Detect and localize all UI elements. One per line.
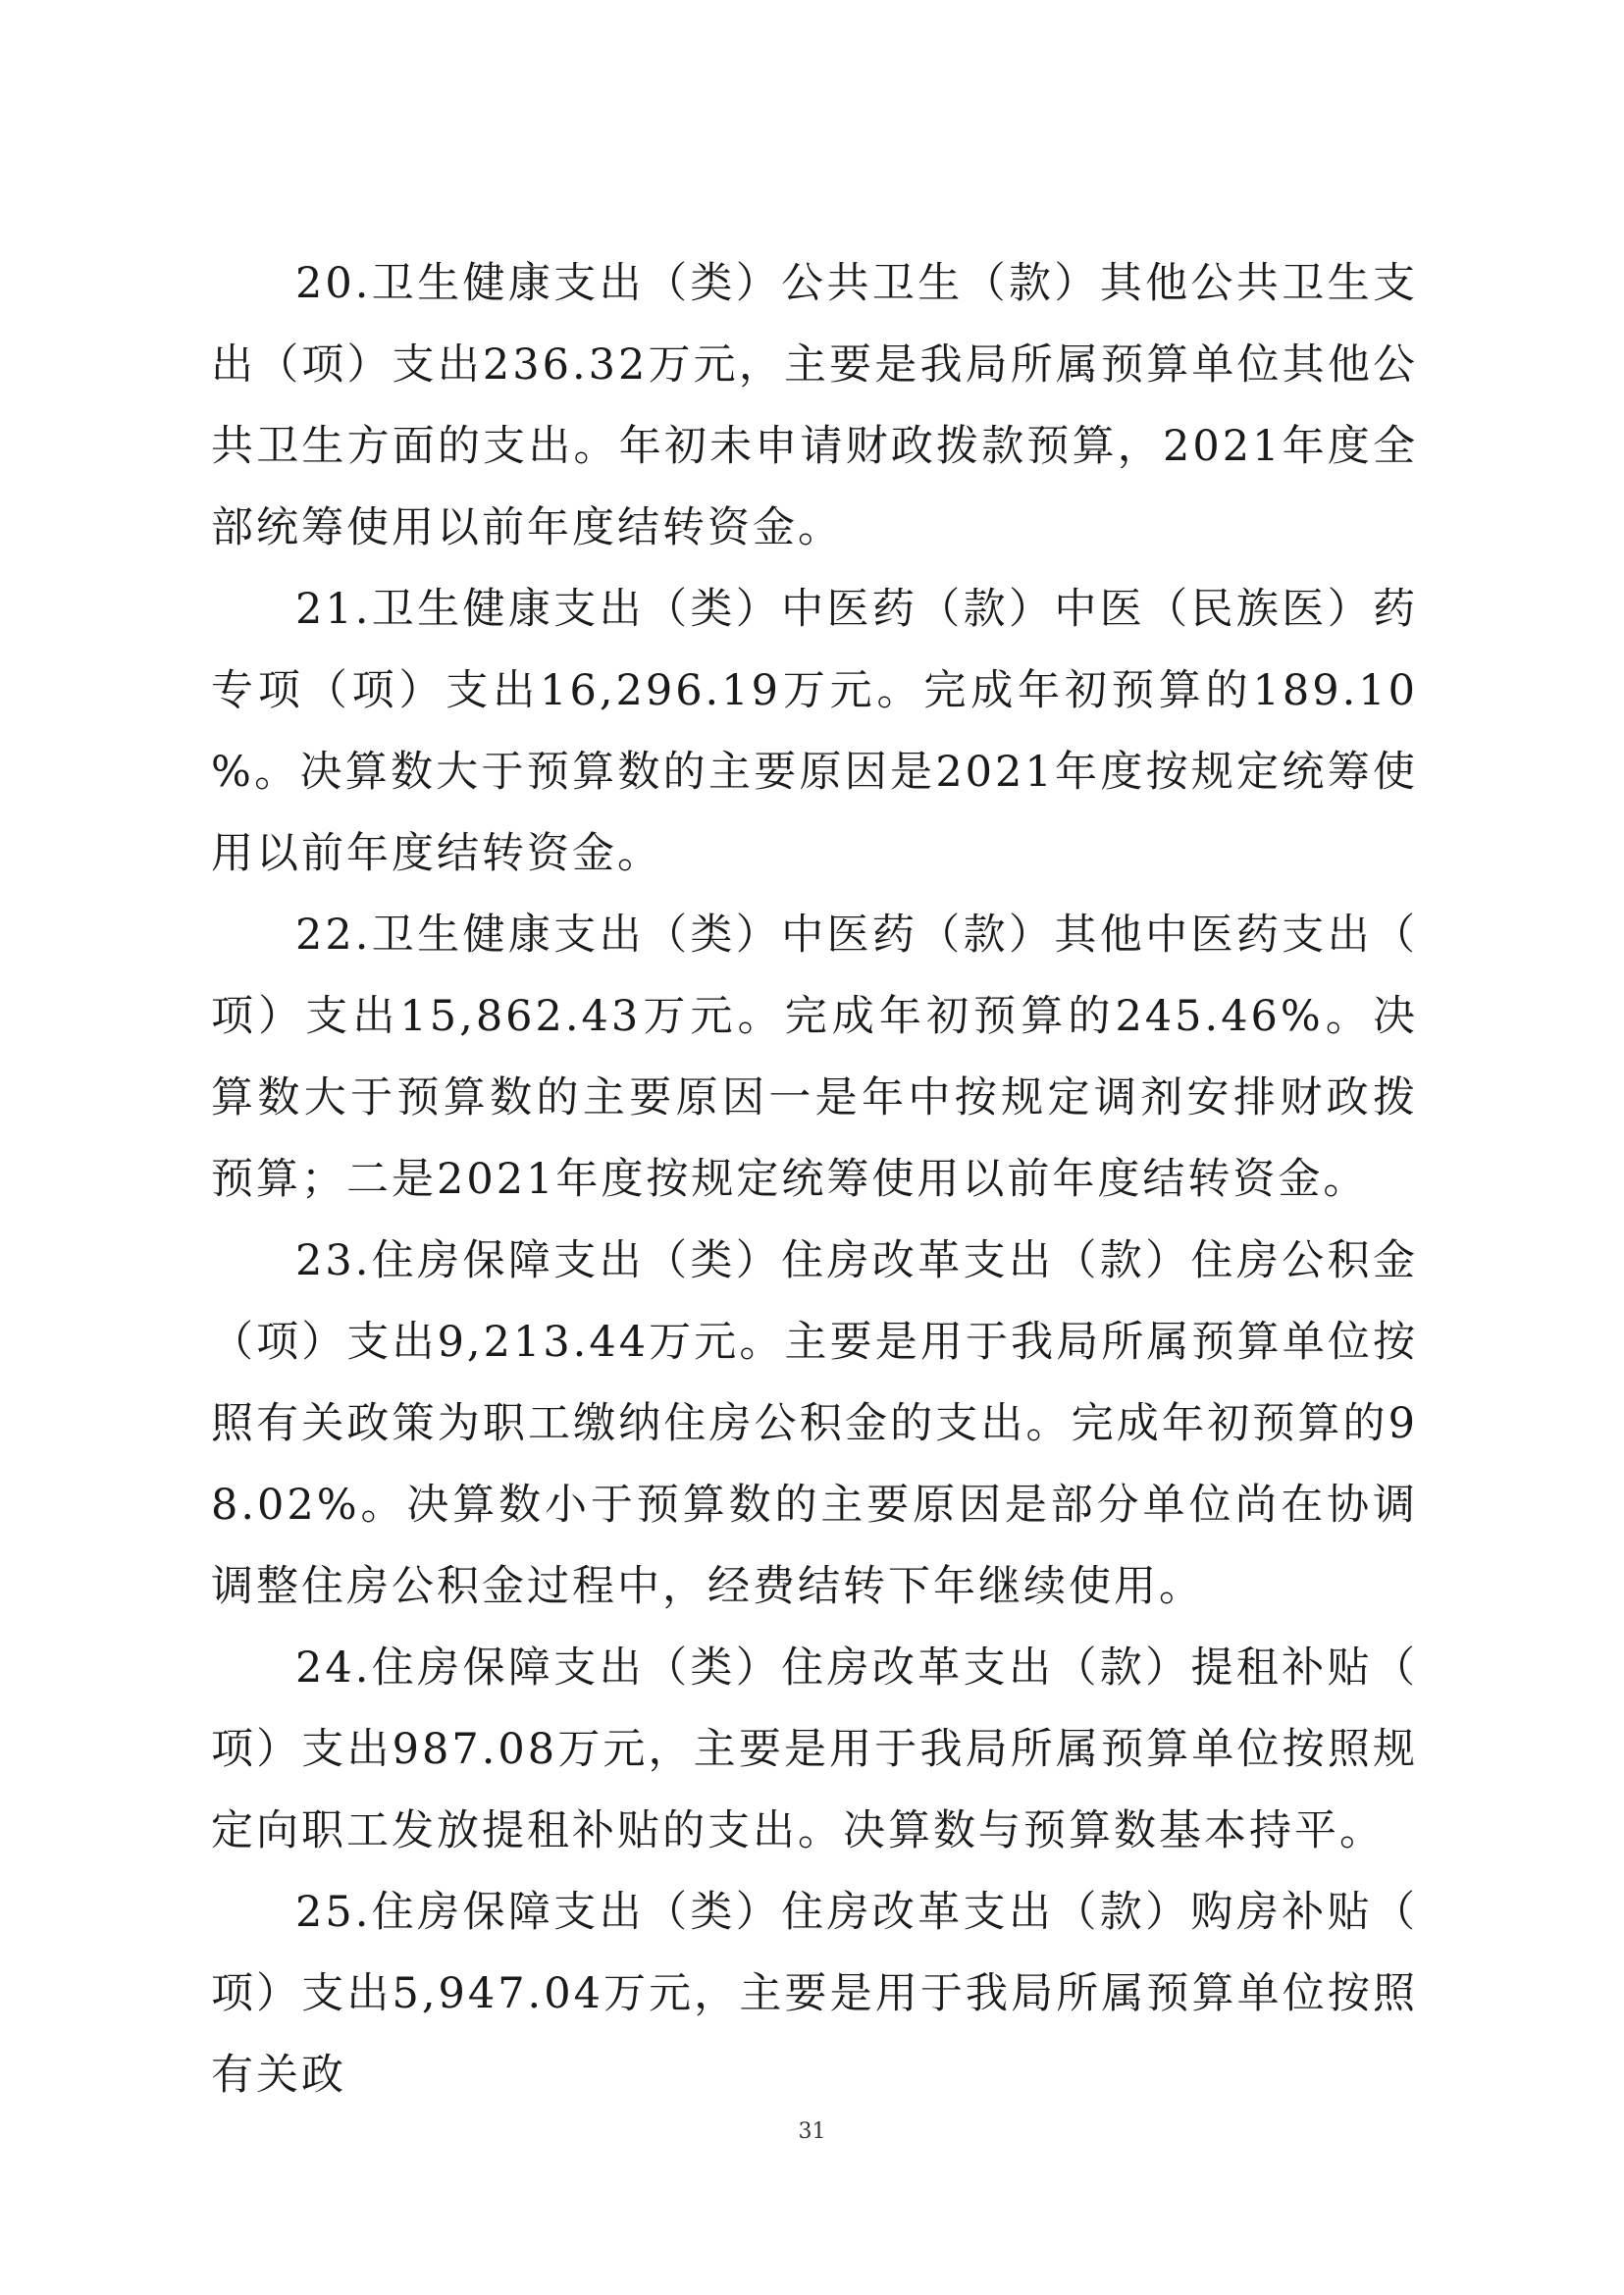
paragraph-25: 25.住房保障支出（类）住房改革支出（款）购房补贴（项）支出5,947.04万元，主要是用于我局所属预算单位按照有关政 [211, 1888, 1418, 2100]
paragraph-24: 24.住房保障支出（类）住房改革支出（款）提租补贴（项）支出987.08万元，主要是用于我局所属预算单位按照规定向职工发放提租补贴的支出。决算数与预算数基本持平。 [211, 1643, 1418, 1855]
page-body [211, 243, 1418, 2116]
paragraph-21: 21.卫生健康支出（类）中医药（款）中医（民族医）药专项（项）支出16,296.19万元。完成年初预算的189.10%。决算数大于预算数的主要原因是2021年度按规定统筹使用以前年度结转资金。 [211, 585, 1418, 878]
paragraph-23: 23.住房保障支出（类）住房改革支出（款）住房公积金（项）支出9,213.44万元。主要是用于我局所属预算单位按照有关政策为职工缴纳住房公积金的支出。完成年初预算的98.02%。决算数小于预算数的主要原因是部分单位尚在协调调整住房公积金过程中，经费结转下年继续使用。 [211, 1236, 1418, 1611]
page-number: 31 [798, 2119, 826, 2144]
paragraph-20: 20.卫生健康支出（类）公共卫生（款）其他公共卫生支出（项）支出236.32万元，主要是我局所属预算单位其他公共卫生方面的支出。年初未申请财政拨款预算，2021年度全部统筹使用以前年度结转资金。 [211, 259, 1418, 552]
paragraph-22: 22.卫生健康支出（类）中医药（款）其他中医药支出（项）支出15,862.43万元。完成年初预算的245.46%。决算数大于预算数的主要原因一是年中按规定调剂安排财政拨预算；二是2021年度按规定统筹使用以前年度结转资金。 [211, 911, 1418, 1204]
